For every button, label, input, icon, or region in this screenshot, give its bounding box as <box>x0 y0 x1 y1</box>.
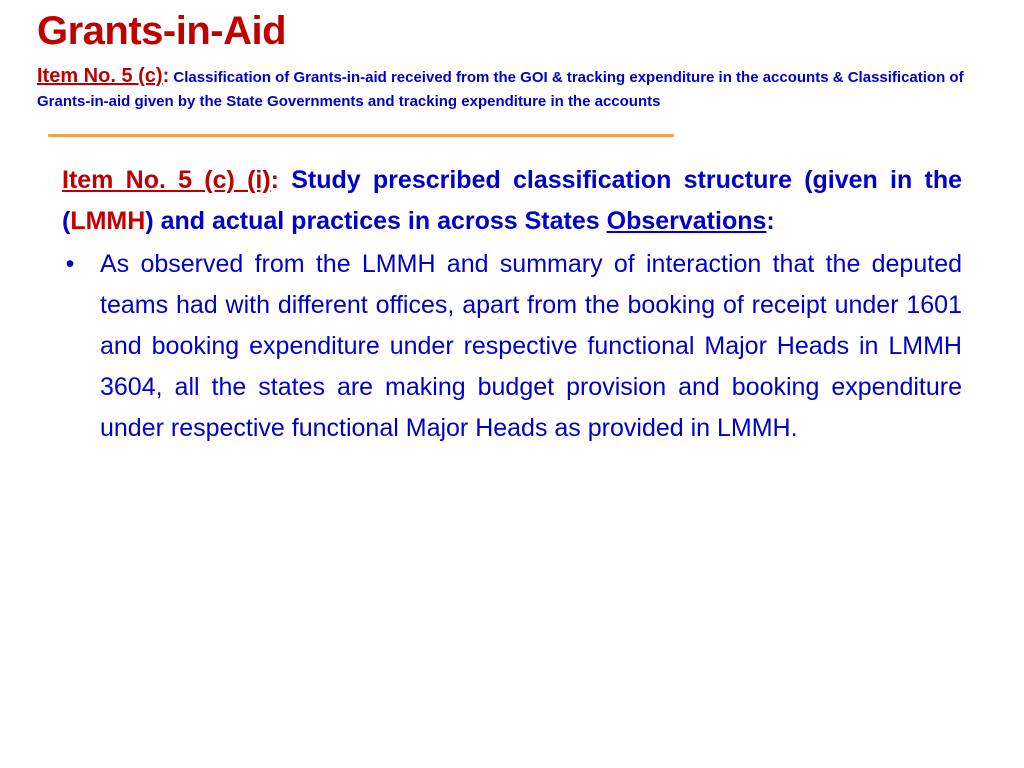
heading-observations: Observations <box>606 207 767 235</box>
heading-lmmh: LMMH <box>70 207 146 235</box>
bullet-list <box>62 244 962 449</box>
slide-title: Grants-in-Aid <box>37 9 287 53</box>
slide-content <box>62 160 962 449</box>
heading-observations-colon: : <box>766 207 775 235</box>
list-item <box>62 244 962 449</box>
heading-item-label: Item No. 5 (c) (i) <box>62 166 271 194</box>
heading-text-after: ) and actual practices in across States <box>145 207 607 235</box>
slide-subtitle <box>37 64 997 114</box>
subtitle-item-label: Item No. 5 (c) <box>37 65 163 87</box>
bullet-text: As observed from the LMMH and summary of interaction that the deputed teams had with different offices, apart from the booking of receipt under 1601 and booking expenditure under respective functional Major Heads in LMMH 3604, all the states are making budget provision and booking expenditure under respective functional Major Heads as provided in LMMH. <box>100 250 962 442</box>
subtitle-text: Classification of Grants-in-aid received from the GOI & tracking expenditure in the accounts & Classification of Grants-in-aid given by the State Governments and tracking expenditure in the accounts <box>37 69 964 110</box>
title-divider <box>48 134 674 137</box>
bullet-icon: • <box>65 250 75 278</box>
heading-text-before: Study prescribed classification structure (given in the ( <box>62 166 963 235</box>
section-heading <box>62 160 962 242</box>
subtitle-item-colon: : <box>162 65 170 87</box>
heading-colon: : <box>270 166 279 194</box>
